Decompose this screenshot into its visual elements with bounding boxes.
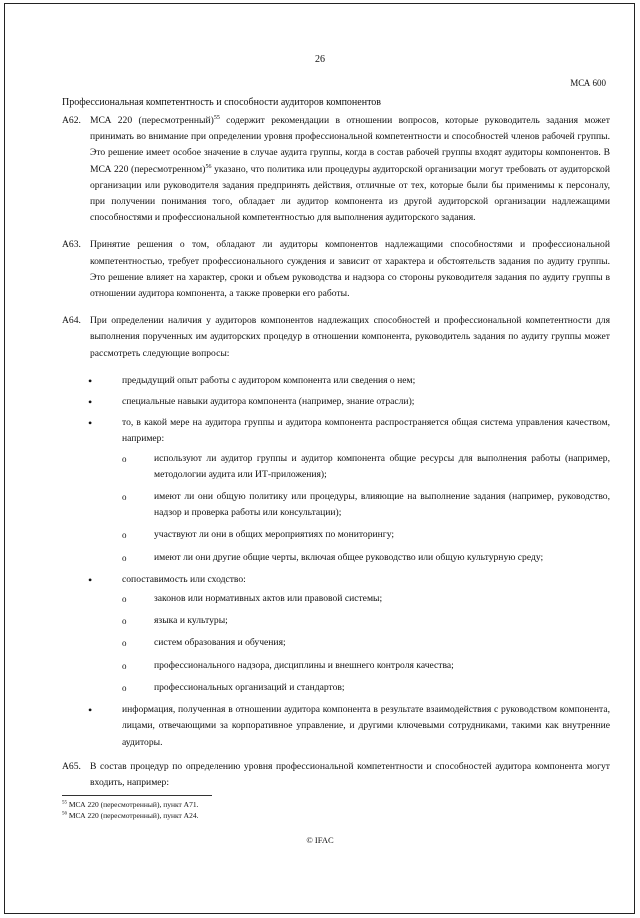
sub-list-item-text: систем образования и обучения;: [154, 637, 286, 649]
paragraph-a62: [62, 113, 610, 226]
list-item-text: сопоставимость или сходство:: [122, 573, 246, 585]
text-run: содержит рекомендации в отношении вопросов, которые руководитель задания может принимать во внимание при определении уровня профессиональной компетентности и способностей членов рабочей группы. Это решение имеет особое значение в случае аудита группы, когда в состав рабочей группы входят аудиторы компонентов. В МСА 220 (пересмотренном): [90, 115, 610, 175]
footnote-number: 55: [62, 800, 67, 806]
sub-bullet-glyph: o: [122, 594, 127, 605]
sub-list-item: [122, 658, 610, 674]
footnote-text: МСА 220 (пересмотренный), пункт A24.: [67, 811, 199, 820]
list-item-text: специальные навыки аудитора компонента (например, знание отрасли);: [122, 396, 415, 408]
bullet-list: [62, 373, 610, 751]
bullet-glyph: •: [88, 416, 93, 431]
footnote-ref[interactable]: 56: [205, 163, 212, 170]
footnotes: [62, 799, 198, 821]
sub-bullet-glyph: o: [122, 682, 127, 693]
list-item-text: то, в какой мере на аудитора группы и аудитора компонента распространяется общая система управления качеством, например:: [122, 417, 610, 445]
sub-list: [122, 451, 610, 566]
sub-list-item: [122, 451, 610, 483]
sub-bullet-glyph: o: [122, 530, 127, 541]
list-item: [62, 394, 610, 410]
footnote-ref[interactable]: 55: [213, 114, 220, 121]
sub-list-item: [122, 635, 610, 651]
sub-list-item-text: профессионального надзора, дисциплины и внешнего контроля качества;: [154, 659, 454, 671]
bullet-glyph: •: [88, 373, 93, 388]
paragraph-a65: [62, 759, 610, 791]
bullet-glyph: •: [88, 703, 93, 718]
sub-bullet-glyph: o: [122, 638, 127, 649]
sub-bullet-glyph: o: [122, 453, 127, 464]
sub-list-item-text: имеют ли они общую политику или процедуры, влияющие на выполнение задания (например, руководство, надзор и проверка работы или консультации);: [154, 491, 610, 519]
page-number: 26: [315, 54, 325, 65]
sub-list-item: [122, 680, 610, 696]
sub-list-item: [122, 550, 610, 566]
paragraph-label: A63.: [62, 239, 81, 251]
sub-list-item: [122, 591, 610, 607]
paragraph-text: При определении наличия у аудиторов компонентов надлежащих способностей и профессиональной компетентности для выполнения порученных им аудиторских процедур в отношении компонента, руководитель задания по аудиту группы может рассмотреть следующие вопросы:: [90, 315, 610, 359]
footnote-divider: [62, 795, 212, 796]
footnote-text: МСА 220 (пересмотренный), пункт A71.: [67, 800, 199, 809]
paragraph-label: A64.: [62, 315, 81, 327]
list-item: [62, 702, 610, 751]
footnote-number: 56: [62, 811, 67, 817]
paragraph-label: A65.: [62, 760, 81, 772]
list-item: [62, 415, 610, 566]
paragraph-a64: [62, 313, 610, 362]
paragraph-text: [90, 113, 610, 226]
sub-list-item-text: участвуют ли они в общих мероприятиях по мониторингу;: [154, 529, 395, 541]
footnote: [62, 810, 198, 821]
document-code: МСА 600: [570, 78, 606, 88]
document-body: [62, 113, 610, 802]
section-title: Профессиональная компетентность и способности аудиторов компонентов: [62, 97, 382, 108]
list-item-text: предыдущий опыт работы с аудитором компонента или сведения о нем;: [122, 374, 416, 386]
paragraph-a63: [62, 237, 610, 302]
paragraph-text: Принятие решения о том, обладают ли аудиторы компонентов надлежащими способностями и профессиональной компетентностью, требует профессионального суждения и зависит от характера и обстоятельств задания по аудиту группы. Это решение влияет на характер, сроки и объем руководства и надзора со стороны руководителя задания по аудиту группы в отношении аудитора компонента, а также проверки его работы.: [90, 239, 610, 300]
sub-list-item-text: профессиональных организаций и стандартов;: [154, 681, 345, 693]
list-item: [62, 373, 610, 389]
text-run: МСА 220 (пересмотренный): [90, 115, 214, 126]
list-item: [62, 572, 610, 696]
text-run: указано, что политика или процедуры аудиторской организации могут требовать от аудиторской организации или руководителя задания предпринять действия, отличные от тех, которые были бы применимы к персоналу, при получении понимания того, обладает ли аудитор компонента из другой аудиторской организации надлежащими способностями и профессиональной компетентностью для выполнения аудиторского задания.: [90, 163, 610, 224]
bullet-glyph: •: [88, 395, 93, 410]
sub-list-item-text: языка и культуры;: [154, 615, 228, 627]
page-footer: © IFAC: [306, 835, 334, 845]
footnote: [62, 799, 198, 810]
sub-bullet-glyph: o: [122, 616, 127, 627]
sub-list-item-text: законов или нормативных актов или правовой системы;: [154, 593, 383, 605]
sub-list-item: [122, 527, 610, 543]
sub-list-item: [122, 613, 610, 629]
sub-bullet-glyph: o: [122, 492, 127, 503]
sub-bullet-glyph: o: [122, 660, 127, 671]
bullet-glyph: •: [88, 572, 93, 587]
list-item-text: информация, полученная в отношении аудитора компонента в результате взаимодействия с руководством компонента, лицами, отвечающими за корпоративное управление, и другими ключевыми сотрудниками, такими как внутренние аудиторы.: [122, 704, 610, 748]
sub-list-item-text: используют ли аудитор группы и аудитор компонента общие ресурсы для выполнения работы (например, методологии аудита или ИТ-приложения);: [154, 452, 610, 480]
sub-bullet-glyph: o: [122, 552, 127, 563]
paragraph-label: A62.: [62, 115, 81, 126]
sub-list-item-text: имеют ли они другие общие черты, включая общее руководство или общую культурную среду;: [154, 551, 544, 563]
sub-list-item: [122, 489, 610, 521]
sub-list: [122, 591, 610, 696]
paragraph-text: В состав процедур по определению уровня профессиональной компетентности и способностей аудитора компонента могут входить, например:: [90, 760, 610, 788]
